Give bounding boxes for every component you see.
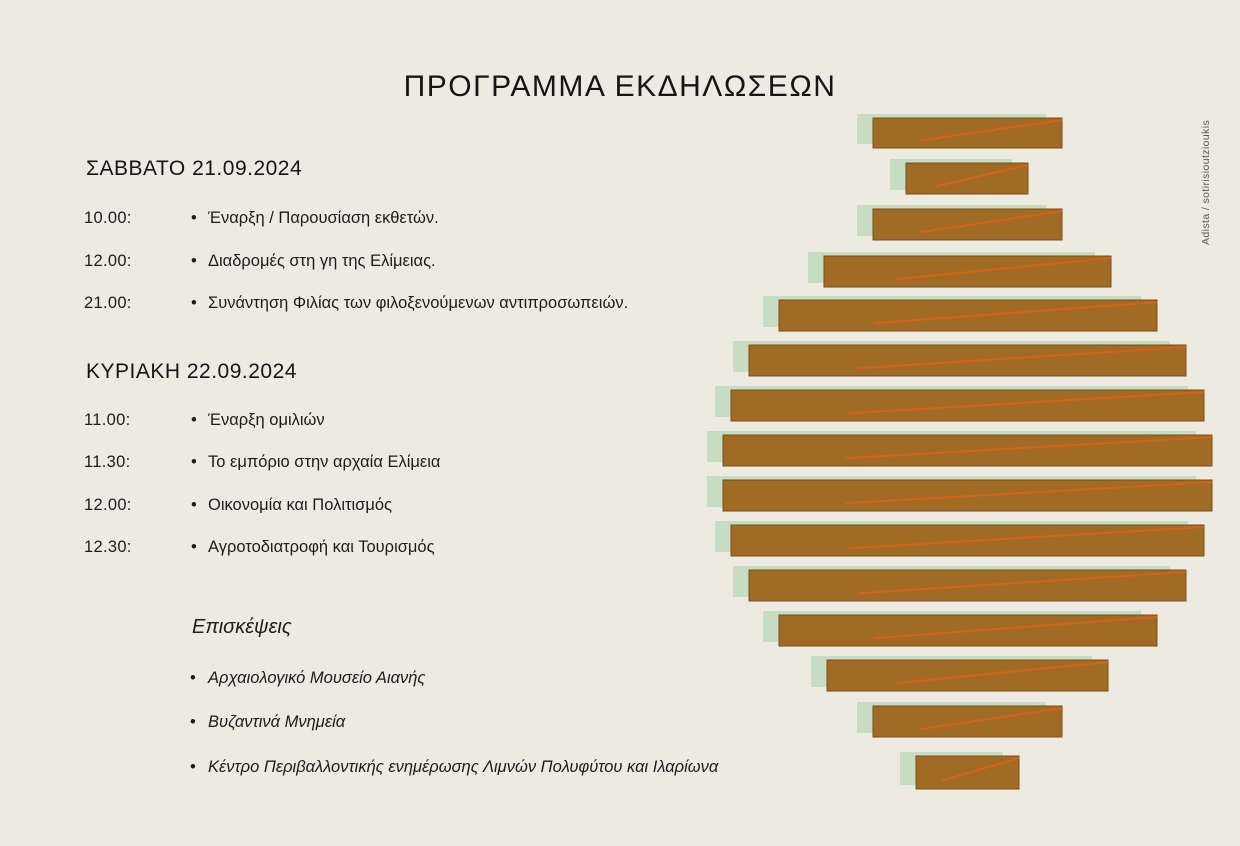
event-title: Έναρξη / Παρουσίαση εκθετών. bbox=[208, 209, 439, 227]
event-time: 11.00: bbox=[84, 411, 131, 429]
visit-title: Βυζαντινά Μνημεία bbox=[208, 713, 346, 731]
bullet-icon: • bbox=[191, 538, 197, 556]
bullet-icon: • bbox=[191, 252, 197, 270]
bullet-icon: • bbox=[191, 496, 197, 514]
event-time: 10.00: bbox=[84, 209, 132, 227]
visit-title: Αρχαιολογικό Μουσείο Αιανής bbox=[208, 669, 426, 687]
event-title: Το εμπόριο στην αρχαία Ελίμεια bbox=[208, 453, 441, 471]
visits-heading: Επισκέψεις bbox=[192, 616, 292, 638]
event-time: 12.00: bbox=[84, 496, 132, 514]
bullet-icon: • bbox=[191, 411, 197, 429]
event-title: Συνάντηση Φιλίας των φιλοξενούμενων αντιπροσωπειών. bbox=[208, 294, 629, 312]
bullet-icon: • bbox=[191, 294, 197, 312]
event-time: 11.30: bbox=[84, 453, 131, 471]
event-title: Οικονομία και Πολιτισμός bbox=[208, 496, 392, 514]
visit-title: Κέντρο Περιβαλλοντικής ενημέρωσης Λιμνών Πολυφύτου και Ιλαρίωνα bbox=[208, 758, 719, 776]
bullet-icon: • bbox=[191, 209, 197, 227]
event-title: Αγροτοδιατροφή και Τουρισμός bbox=[208, 538, 435, 556]
bullet-icon: • bbox=[190, 758, 196, 776]
bullet-icon: • bbox=[190, 713, 196, 731]
page-title: ΠΡΟΓΡΑΜΜΑ ΕΚΔΗΛΩΣΕΩΝ bbox=[403, 70, 837, 103]
event-time: 12.00: bbox=[84, 252, 132, 270]
event-title: Έναρξη ομιλιών bbox=[208, 411, 325, 429]
event-title: Διαδρομές στη γη της Ελίμειας. bbox=[208, 252, 436, 270]
sunday-heading: ΚΥΡΙΑΚΗ 22.09.2024 bbox=[86, 360, 297, 383]
bullet-icon: • bbox=[190, 669, 196, 687]
event-time: 21.00: bbox=[84, 294, 132, 312]
event-time: 12.30: bbox=[84, 538, 132, 556]
photo-credit: Adista / sotirisioutzioukis bbox=[1200, 119, 1212, 245]
saturday-heading: ΣΑΒΒΑΤΟ 21.09.2024 bbox=[86, 157, 303, 180]
bullet-icon: • bbox=[191, 453, 197, 471]
